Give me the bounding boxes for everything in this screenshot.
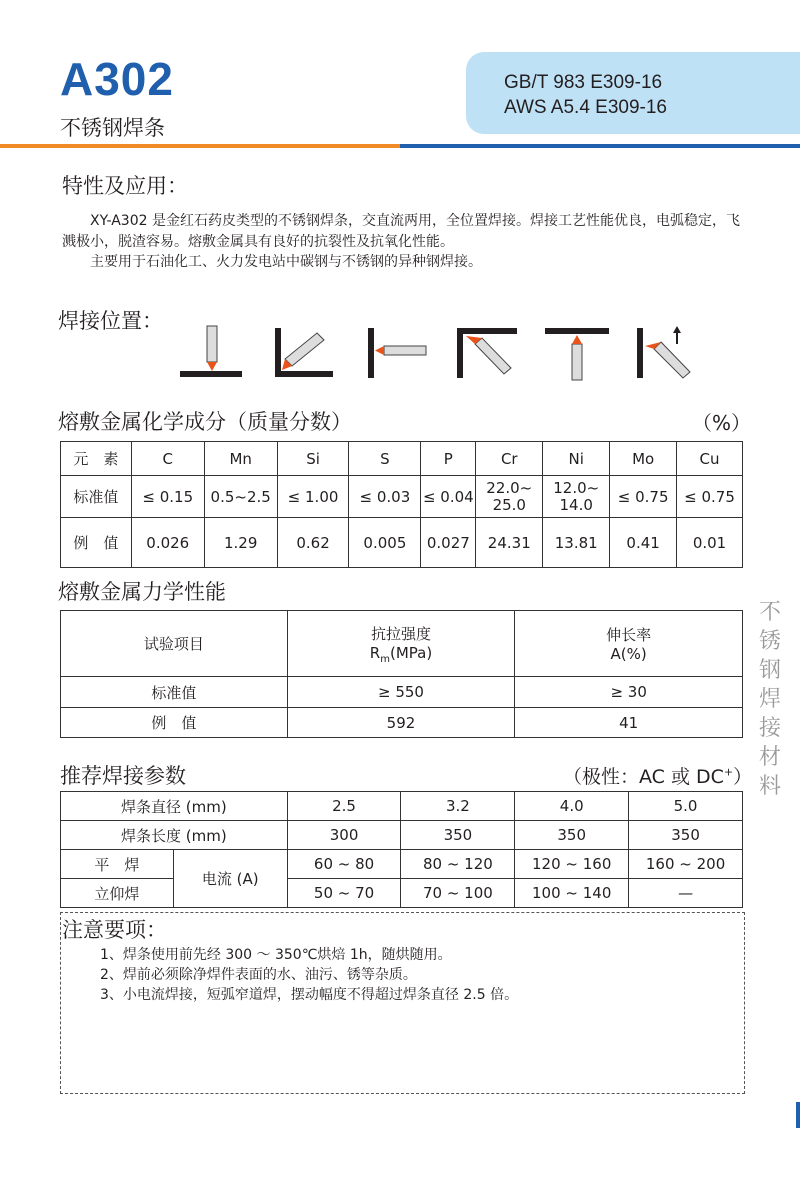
side-char: 焊 (758, 687, 781, 712)
table-cell: ≥ 30 (515, 677, 743, 708)
table-cell: 例 值 (61, 518, 132, 568)
side-char: 不 (758, 600, 781, 625)
product-subtitle: 不锈钢焊条 (60, 116, 165, 140)
standard-gb: GB/T 983 E309-16 (504, 72, 663, 93)
table-cell: Cr (476, 442, 543, 476)
table-cell: 试验项目 (61, 611, 288, 677)
table-cell (515, 611, 743, 677)
table-cell: 标准值 (61, 476, 132, 518)
elongation-label: 伸长率 (606, 626, 652, 644)
side-char: 锈 (758, 629, 781, 654)
standard-aws: AWS A5.4 E309-16 (504, 97, 668, 118)
chemistry-unit: （%） (692, 411, 752, 435)
table-row (61, 442, 743, 476)
overhead-fillet-icon (457, 328, 517, 378)
polarity-text: （极性：AC 或 DC (563, 766, 724, 788)
table-cell: 平 焊 (61, 850, 174, 879)
header-divider-blue (400, 144, 800, 148)
table-cell: Mn (204, 442, 277, 476)
table-cell: 350 (515, 821, 629, 850)
table-cell: Cu (677, 442, 743, 476)
table-cell: 焊条直径 (mm) (61, 792, 288, 821)
positions-heading: 焊接位置： (58, 309, 163, 333)
table-cell: Mo (610, 442, 677, 476)
table-cell: 0.026 (131, 518, 204, 568)
table-cell: Ni (543, 442, 610, 476)
tensile-label: 抗拉强度 (370, 624, 431, 643)
side-char: 料 (758, 774, 781, 799)
parameters-heading: 推荐焊接参数 (60, 764, 186, 788)
product-model: A302 (60, 53, 174, 105)
table-cell: 160 ~ 200 (629, 850, 743, 879)
table-cell: 13.81 (543, 518, 610, 568)
list-item: 1、焊条使用前先经 300 ～ 350℃烘焙 1h，随烘随用。 (100, 947, 452, 963)
polarity-sign: + (723, 765, 734, 779)
table-cell: 60 ~ 80 (287, 850, 401, 879)
list-item: 3、小电流焊接，短弧窄道焊，摆动幅度不得超过焊条直径 2.5 倍。 (100, 987, 519, 1003)
features-paragraph-2: 主要用于石油化工、火力发电站中碳钢与不锈钢的异种钢焊接。 (90, 254, 482, 270)
table-cell: 4.0 (515, 792, 629, 821)
table-cell: ≤ 0.15 (131, 476, 204, 518)
table-cell: ≤ 1.00 (277, 476, 349, 518)
table-cell: 12.0~ 14.0 (543, 476, 610, 518)
table-cell: 41 (515, 708, 743, 738)
table-cell: ≤ 0.75 (610, 476, 677, 518)
mechanical-heading: 熔敷金属力学性能 (58, 580, 226, 604)
table-cell: 0.5~2.5 (204, 476, 277, 518)
flat-position-icon (180, 326, 242, 377)
table-row (61, 879, 743, 908)
table-cell (287, 611, 515, 677)
list-item: 2、焊前必须除净焊件表面的水、油污、锈等杂质。 (100, 967, 417, 983)
side-char: 材 (758, 745, 781, 770)
table-cell: 0.41 (610, 518, 677, 568)
table-row (61, 792, 743, 821)
table-cell: 24.31 (476, 518, 543, 568)
table-cell: 100 ~ 140 (515, 879, 629, 908)
table-cell: 0.62 (277, 518, 349, 568)
parameters-table (60, 791, 743, 908)
chemistry-table (60, 441, 743, 568)
features-heading: 特性及应用： (62, 174, 188, 198)
table-cell: 80 ~ 120 (401, 850, 515, 879)
chemistry-heading: 熔敷金属化学成分（质量分数） (58, 410, 352, 434)
table-cell: 焊条长度 (mm) (61, 821, 288, 850)
table-cell: 50 ~ 70 (287, 879, 401, 908)
table-cell: 592 (287, 708, 515, 738)
table-cell: ≤ 0.75 (677, 476, 743, 518)
notes-heading: 注意要项： (62, 918, 167, 942)
table-cell: 5.0 (629, 792, 743, 821)
tensile-unit-sub: m (380, 653, 390, 665)
horizontal-position-icon (368, 328, 426, 378)
table-cell: 2.5 (287, 792, 401, 821)
table-cell: 22.0~ 25.0 (476, 476, 543, 518)
features-paragraph-1: XY-A302 是金红石药皮类型的不锈钢焊条，交直流两用，全位置焊接。焊接工艺性能优良，电弧稳定，飞溅极小，脱渣容易。熔敷金属具有良好的抗裂性及抗氧化性能。 (62, 213, 740, 250)
table-row (61, 821, 743, 850)
table-cell: 0.01 (677, 518, 743, 568)
polarity-close: ） (733, 766, 753, 788)
table-cell: ≤ 0.04 (421, 476, 476, 518)
side-char: 接 (758, 716, 781, 741)
table-cell: 3.2 (401, 792, 515, 821)
horizontal-fillet-icon (275, 328, 333, 377)
table-cell: S (349, 442, 421, 476)
table-cell: 立仰焊 (61, 879, 174, 908)
table-row (61, 677, 743, 708)
page-edge-marker (796, 1102, 800, 1128)
header-divider-orange (0, 144, 400, 148)
vertical-up-icon (637, 326, 690, 378)
table-row (61, 611, 743, 677)
table-row (61, 708, 743, 738)
table-row (61, 850, 743, 879)
side-category-label (755, 598, 785, 801)
table-cell: P (421, 442, 476, 476)
mechanical-table (60, 610, 743, 738)
side-char: 钢 (758, 658, 781, 683)
tensile-unit-text: (MPa) (389, 643, 433, 662)
tensile-unit (288, 644, 515, 665)
table-cell: 例 值 (61, 708, 288, 738)
table-cell: 1.29 (204, 518, 277, 568)
table-cell: ≥ 550 (287, 677, 515, 708)
table-cell: Si (277, 442, 349, 476)
table-cell: 120 ~ 160 (515, 850, 629, 879)
table-cell: 元 素 (61, 442, 132, 476)
table-cell: 0.005 (349, 518, 421, 568)
polarity-note (563, 762, 752, 789)
table-cell: 70 ~ 100 (401, 879, 515, 908)
welding-positions (175, 320, 695, 390)
tensile-unit-symbol: R (369, 643, 381, 662)
table-cell: 350 (401, 821, 515, 850)
table-cell: — (629, 879, 743, 908)
table-row (61, 476, 743, 518)
table-cell: C (131, 442, 204, 476)
table-row (61, 518, 743, 568)
elongation-unit: A(%) (610, 645, 647, 663)
table-cell: 350 (629, 821, 743, 850)
table-cell: 300 (287, 821, 401, 850)
table-cell: ≤ 0.03 (349, 476, 421, 518)
notes-list (100, 945, 518, 1005)
table-cell: 标准值 (61, 677, 288, 708)
table-cell: 电流 (A) (173, 850, 287, 908)
overhead-position-icon (545, 328, 609, 380)
table-cell: 0.027 (421, 518, 476, 568)
